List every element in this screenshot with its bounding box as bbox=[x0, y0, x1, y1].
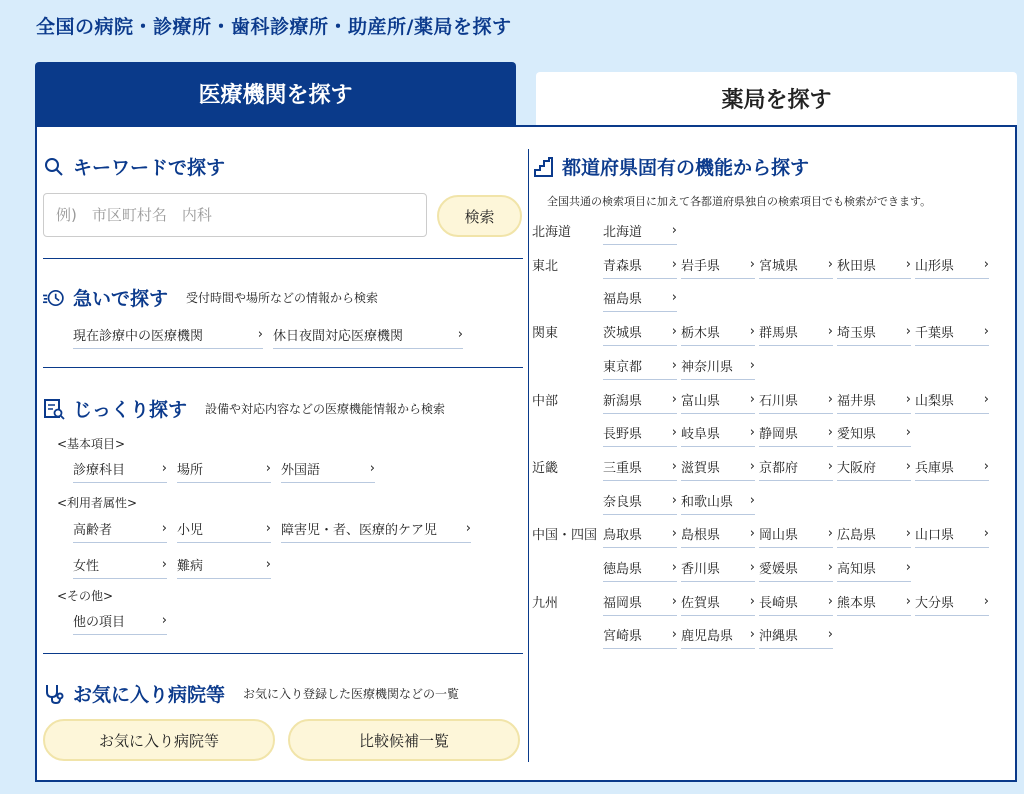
chevron-right-icon: › bbox=[827, 627, 833, 643]
divider bbox=[43, 653, 523, 654]
prefecture-link-label: 宮崎県 bbox=[603, 629, 643, 645]
prefecture-link-label: 広島県 bbox=[837, 528, 877, 544]
prefecture-link[interactable] bbox=[603, 457, 677, 481]
chevron-right-icon: › bbox=[161, 461, 167, 476]
prefecture-link[interactable] bbox=[759, 255, 833, 279]
region-label: 中部 bbox=[532, 393, 559, 409]
prefecture-link-label: 神奈川県 bbox=[681, 359, 734, 375]
prefecture-link[interactable] bbox=[915, 390, 989, 414]
prefecture-link[interactable] bbox=[603, 221, 677, 245]
prefecture-link[interactable] bbox=[837, 390, 911, 414]
prefecture-link-label: 愛知県 bbox=[837, 427, 877, 443]
prefecture-link[interactable] bbox=[681, 625, 755, 649]
chevron-right-icon: › bbox=[161, 557, 167, 572]
prefecture-link-label: 滋賀県 bbox=[681, 460, 721, 476]
prefecture-link[interactable] bbox=[603, 322, 677, 346]
chevron-right-icon: › bbox=[749, 458, 755, 474]
chevron-right-icon: › bbox=[671, 526, 677, 542]
prefecture-link-label: 富山県 bbox=[681, 393, 721, 409]
chevron-right-icon: › bbox=[749, 357, 755, 373]
urgent-section-title bbox=[43, 284, 378, 311]
compare-list-button[interactable]: 比較候補一覧 bbox=[288, 719, 520, 761]
prefecture-link[interactable] bbox=[681, 491, 755, 515]
favorites-title: お気に入り病院等 bbox=[73, 684, 226, 706]
prefecture-link-label: 高知県 bbox=[837, 562, 877, 577]
prefecture-link[interactable] bbox=[837, 558, 911, 582]
prefecture-link[interactable] bbox=[681, 558, 755, 582]
chevron-right-icon: › bbox=[905, 256, 911, 272]
prefecture-link[interactable] bbox=[915, 592, 989, 616]
link-women[interactable]: 女性 › bbox=[73, 555, 167, 579]
chevron-right-icon: › bbox=[827, 526, 833, 542]
prefecture-link[interactable] bbox=[603, 288, 677, 312]
prefecture-link-label: 山形県 bbox=[915, 258, 955, 274]
link-location[interactable]: 場所 › bbox=[177, 459, 271, 483]
chevron-right-icon: › bbox=[983, 593, 989, 609]
chevron-right-icon: › bbox=[827, 593, 833, 609]
prefecture-link-label: 沖縄県 bbox=[759, 629, 799, 645]
prefecture-link-label: 山口県 bbox=[915, 528, 955, 544]
other-label: <その他> bbox=[57, 589, 114, 603]
prefecture-link-label: 大阪府 bbox=[837, 460, 877, 476]
prefecture-link-label: 東京都 bbox=[603, 359, 643, 375]
prefecture-link-label: 京都府 bbox=[759, 460, 799, 476]
document-search-icon bbox=[43, 398, 65, 420]
region-label: 中国・四国 bbox=[532, 528, 598, 544]
chevron-right-icon: › bbox=[827, 425, 833, 441]
right-column bbox=[529, 127, 1017, 780]
chevron-right-icon: › bbox=[983, 256, 989, 272]
link-elderly[interactable]: 高齢者 › bbox=[73, 519, 167, 543]
prefecture-link[interactable] bbox=[603, 524, 677, 548]
prefecture-link-label: 栃木県 bbox=[681, 326, 721, 342]
prefecture-link-label: 鳥取県 bbox=[603, 528, 643, 544]
prefecture-link[interactable] bbox=[837, 592, 911, 616]
prefecture-link-label: 奈良県 bbox=[603, 494, 643, 510]
chevron-right-icon: › bbox=[905, 593, 911, 609]
divider bbox=[43, 367, 523, 368]
prefecture-link-label: 岐阜県 bbox=[681, 427, 721, 443]
prefecture-link-label: 福井県 bbox=[837, 393, 877, 409]
detailed-section-title bbox=[43, 395, 445, 422]
prefecture-link-label: 秋田県 bbox=[837, 258, 877, 274]
chevron-right-icon: › bbox=[983, 391, 989, 407]
clock-icon bbox=[43, 287, 65, 309]
prefecture-link[interactable] bbox=[915, 524, 989, 548]
chevron-right-icon: › bbox=[905, 425, 911, 441]
chevron-right-icon: › bbox=[671, 458, 677, 474]
prefecture-link-label: 熊本県 bbox=[837, 595, 877, 611]
chevron-right-icon: › bbox=[671, 593, 677, 609]
prefecture-link[interactable] bbox=[603, 625, 677, 649]
link-currently-open[interactable]: 現在診療中の医療機関 › bbox=[73, 325, 263, 349]
prefecture-link[interactable] bbox=[681, 356, 755, 380]
prefecture-link-label: 静岡県 bbox=[759, 427, 799, 443]
urgent-desc: 受付時間や場所などの情報から検索 bbox=[186, 291, 379, 305]
prefecture-link[interactable] bbox=[603, 390, 677, 414]
divider bbox=[43, 258, 523, 259]
chevron-right-icon: › bbox=[671, 560, 677, 575]
prefecture-link-label: 新潟県 bbox=[603, 393, 643, 409]
prefecture-link-label: 福岡県 bbox=[603, 595, 643, 611]
chevron-right-icon: › bbox=[671, 223, 677, 238]
chevron-right-icon: › bbox=[671, 391, 677, 407]
prefecture-link-label: 大分県 bbox=[915, 595, 955, 611]
favorites-desc: お気に入り登録した医療機関などの一覧 bbox=[243, 687, 460, 701]
detailed-title: じっくり探す bbox=[73, 399, 188, 421]
chevron-right-icon: › bbox=[161, 613, 167, 628]
prefecture-link[interactable] bbox=[759, 457, 833, 481]
prefecture-link[interactable] bbox=[837, 423, 911, 447]
prefecture-link[interactable] bbox=[603, 423, 677, 447]
chevron-right-icon: › bbox=[671, 256, 677, 272]
chevron-right-icon: › bbox=[161, 521, 167, 536]
chevron-right-icon: › bbox=[827, 324, 833, 340]
prefecture-link-label: 山梨県 bbox=[915, 393, 955, 409]
search-button[interactable]: 検索 bbox=[437, 195, 522, 237]
chevron-right-icon: › bbox=[983, 526, 989, 542]
prefecture-link[interactable] bbox=[915, 457, 989, 481]
chevron-right-icon: › bbox=[749, 391, 755, 407]
chevron-right-icon: › bbox=[905, 458, 911, 474]
prefecture-link[interactable] bbox=[681, 255, 755, 279]
keyword-section-title bbox=[43, 153, 225, 180]
link-intractable-disease[interactable]: 難病 › bbox=[177, 555, 271, 579]
prefecture-link-label: 北海道 bbox=[603, 225, 643, 240]
prefecture-link[interactable] bbox=[603, 491, 677, 515]
user-attr-label: <利用者属性> bbox=[57, 496, 138, 510]
prefecture-link[interactable] bbox=[603, 255, 677, 279]
prefecture-link-label: 島根県 bbox=[681, 528, 721, 544]
prefecture-link[interactable] bbox=[681, 423, 755, 447]
favorites-section-title bbox=[43, 680, 459, 707]
chevron-right-icon: › bbox=[457, 327, 463, 342]
region-label: 九州 bbox=[532, 595, 559, 611]
prefecture-link-label: 三重県 bbox=[603, 460, 643, 476]
chevron-right-icon: › bbox=[749, 560, 755, 575]
keyword-title: キーワードで探す bbox=[73, 157, 226, 179]
prefecture-link-label: 千葉県 bbox=[915, 326, 955, 342]
chevron-right-icon: › bbox=[749, 425, 755, 441]
chevron-right-icon: › bbox=[749, 593, 755, 609]
chevron-right-icon: › bbox=[983, 324, 989, 340]
chevron-right-icon: › bbox=[257, 327, 263, 342]
chevron-right-icon: › bbox=[369, 461, 375, 476]
link-department[interactable]: 診療科目 › bbox=[73, 459, 167, 483]
chevron-right-icon: › bbox=[671, 324, 677, 340]
region-label: 東北 bbox=[532, 258, 559, 274]
prefecture-link-label: 長崎県 bbox=[759, 595, 799, 611]
prefecture-link-label: 石川県 bbox=[759, 393, 799, 409]
prefecture-link-label: 愛媛県 bbox=[759, 562, 799, 577]
chevron-right-icon: › bbox=[905, 324, 911, 340]
prefecture-link-label: 香川県 bbox=[681, 562, 721, 577]
prefecture-link-label: 宮城県 bbox=[759, 258, 799, 274]
prefecture-link[interactable] bbox=[603, 356, 677, 380]
chevron-right-icon: › bbox=[265, 557, 271, 572]
chevron-right-icon: › bbox=[827, 560, 833, 575]
region-label: 北海道 bbox=[532, 225, 572, 240]
link-holiday-night[interactable]: 休日夜間対応医療機関 › bbox=[273, 325, 463, 349]
chevron-right-icon: › bbox=[671, 492, 677, 508]
prefecture-link[interactable] bbox=[603, 558, 677, 582]
prefecture-link[interactable] bbox=[681, 322, 755, 346]
prefecture-link[interactable] bbox=[759, 524, 833, 548]
chevron-right-icon: › bbox=[671, 425, 677, 441]
detailed-desc: 設備や対応内容などの医療機能情報から検索 bbox=[205, 402, 446, 416]
prefecture-link-label: 岡山県 bbox=[759, 528, 799, 544]
chevron-right-icon: › bbox=[671, 290, 677, 306]
prefecture-link[interactable] bbox=[681, 592, 755, 616]
prefecture-link[interactable] bbox=[759, 558, 833, 582]
prefecture-link-label: 徳島県 bbox=[603, 562, 643, 577]
chevron-right-icon: › bbox=[905, 526, 911, 542]
chevron-right-icon: › bbox=[749, 526, 755, 542]
chevron-right-icon: › bbox=[265, 521, 271, 536]
prefecture-link-label: 岩手県 bbox=[681, 258, 721, 274]
left-column bbox=[37, 127, 527, 780]
search-icon bbox=[43, 156, 65, 178]
prefecture-link[interactable] bbox=[837, 255, 911, 279]
chevron-right-icon: › bbox=[827, 458, 833, 474]
chevron-right-icon: › bbox=[671, 357, 677, 373]
urgent-title: 急いで探す bbox=[73, 288, 169, 310]
favorites-button[interactable]: お気に入り病院等 bbox=[43, 719, 275, 761]
prefecture-link[interactable] bbox=[759, 322, 833, 346]
prefecture-section-title bbox=[532, 153, 809, 180]
basic-items-label: <基本項目> bbox=[57, 437, 126, 451]
prefecture-link-label: 埼玉県 bbox=[837, 326, 877, 342]
prefecture-link-label: 佐賀県 bbox=[681, 595, 721, 611]
prefecture-link[interactable] bbox=[837, 322, 911, 346]
prefecture-link-label: 福島県 bbox=[603, 292, 643, 308]
prefecture-link[interactable] bbox=[915, 255, 989, 279]
prefecture-link-label: 茨城県 bbox=[603, 326, 643, 342]
stethoscope-icon bbox=[43, 683, 65, 705]
prefecture-link-label: 和歌山県 bbox=[681, 494, 734, 510]
chevron-right-icon: › bbox=[905, 391, 911, 407]
link-disabled-care[interactable]: 障害児・者、医療的ケア児 › bbox=[281, 519, 471, 543]
chevron-right-icon: › bbox=[827, 391, 833, 407]
tab-pharmacy[interactable]: 薬局を探す bbox=[536, 72, 1017, 125]
chevron-right-icon: › bbox=[749, 492, 755, 508]
prefecture-note: 全国共通の検索項目に加えて各都道府県独自の検索項目でも検索ができます。 bbox=[547, 195, 932, 208]
prefecture-link[interactable] bbox=[759, 390, 833, 414]
chevron-right-icon: › bbox=[265, 461, 271, 476]
prefecture-link[interactable] bbox=[759, 592, 833, 616]
prefecture-link-label: 青森県 bbox=[603, 258, 643, 274]
prefecture-link-label: 群馬県 bbox=[759, 326, 799, 342]
prefecture-link-label: 鹿児島県 bbox=[681, 629, 734, 645]
prefecture-link[interactable] bbox=[837, 457, 911, 481]
chevron-right-icon: › bbox=[827, 256, 833, 272]
link-foreign-language[interactable]: 外国語 › bbox=[281, 459, 375, 483]
chevron-right-icon: › bbox=[749, 627, 755, 643]
keyword-search-input[interactable] bbox=[43, 193, 427, 237]
prefecture-link[interactable] bbox=[681, 390, 755, 414]
chevron-right-icon: › bbox=[983, 458, 989, 474]
page-title: 全国の病院・診療所・歯科診療所・助産所/薬局を探す bbox=[36, 16, 512, 38]
prefecture-link[interactable] bbox=[759, 423, 833, 447]
chevron-right-icon: › bbox=[749, 324, 755, 340]
chevron-right-icon: › bbox=[671, 627, 677, 643]
prefecture-link[interactable] bbox=[681, 457, 755, 481]
prefecture-link[interactable] bbox=[837, 524, 911, 548]
prefecture-link-label: 兵庫県 bbox=[915, 460, 955, 476]
prefecture-link[interactable] bbox=[915, 322, 989, 346]
link-other-items[interactable]: 他の項目 › bbox=[73, 611, 167, 635]
tab-medical-institution[interactable]: 医療機関を探す bbox=[35, 62, 516, 125]
region-label: 近畿 bbox=[532, 460, 559, 476]
chevron-right-icon: › bbox=[749, 256, 755, 272]
prefecture-title: 都道府県固有の機能から探す bbox=[562, 157, 810, 179]
prefecture-link[interactable] bbox=[681, 524, 755, 548]
map-icon bbox=[532, 156, 554, 178]
prefecture-link[interactable] bbox=[603, 592, 677, 616]
chevron-right-icon: › bbox=[905, 560, 911, 575]
chevron-right-icon: › bbox=[465, 521, 471, 536]
prefecture-link-label: 長野県 bbox=[603, 427, 643, 443]
region-label: 関東 bbox=[532, 326, 559, 342]
prefecture-link[interactable] bbox=[759, 625, 833, 649]
link-children[interactable]: 小児 › bbox=[177, 519, 271, 543]
search-panel bbox=[35, 125, 1017, 782]
